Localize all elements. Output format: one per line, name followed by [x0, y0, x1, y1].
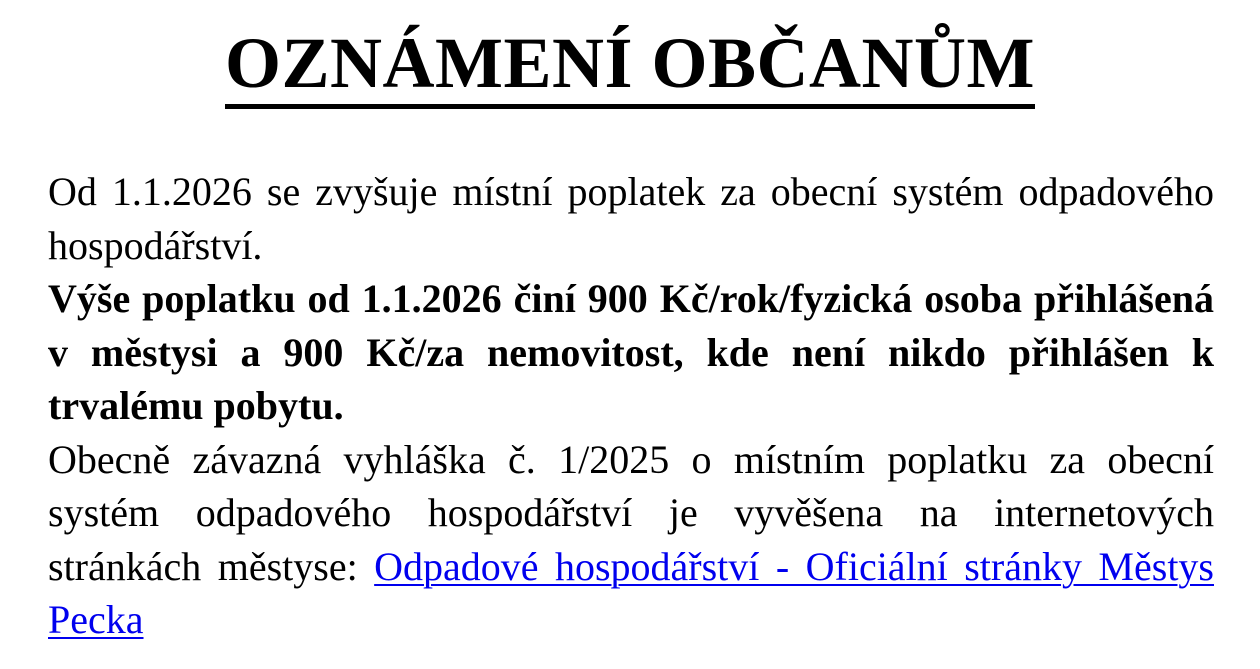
- regulation-paragraph: [48, 433, 1214, 647]
- notice-body: [48, 165, 1214, 647]
- regulation-text: Obecně závazná vyhláška č. 1/2025 o místním poplatku za obecní systém odpadového hospodářství je vyvěšena na internetových stránkách městyse:: [48, 436, 1214, 589]
- title-container: [0, 22, 1260, 109]
- fee-increase-paragraph: Od 1.1.2026 se zvyšuje místní poplatek za obecní systém odpadového hospodářství.: [48, 169, 1214, 268]
- waste-management-link[interactable]: Odpadové hospodářství - Oficiální stránky Městys Pecka: [48, 543, 1214, 642]
- notice-title: OZNÁMENÍ OBČANŮM: [225, 22, 1035, 109]
- fee-amount-paragraph: Výše poplatku od 1.1.2026 činí 900 Kč/rok/fyzická osoba přihlášená v městysi a 900 Kč/za nemovitost, kde není nikdo přihlášen k trvalému pobytu.: [48, 276, 1214, 428]
